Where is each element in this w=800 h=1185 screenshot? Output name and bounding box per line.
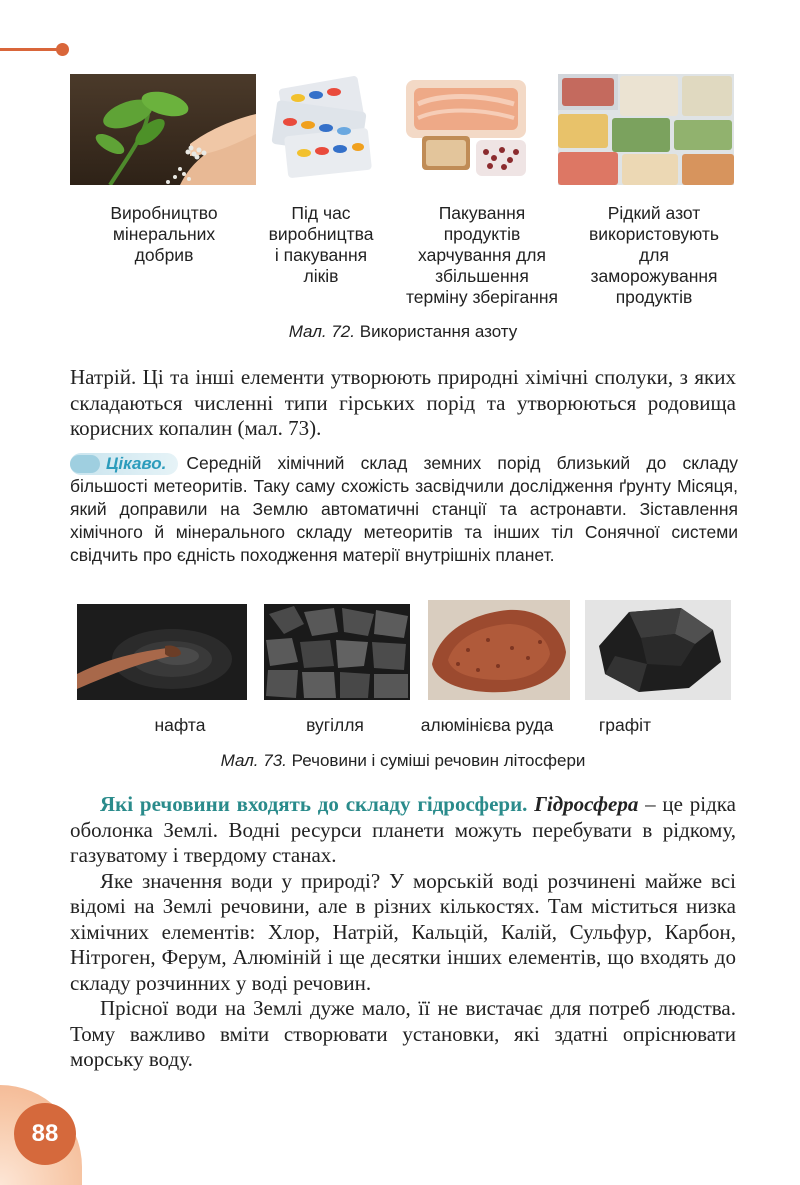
fig72-caption-1: Виробництво мінеральних добрив bbox=[110, 203, 218, 265]
interesting-note bbox=[70, 452, 738, 567]
paragraph-natrium: Натрій. Ці та інші елементи утворюють природні хімічні сполуки, з яких складаються численні типи гірських порід та утворюються родовища корисних копалин (мал. 73). bbox=[70, 365, 736, 440]
page-number: 88 bbox=[14, 1103, 76, 1165]
top-decor-line bbox=[0, 48, 62, 51]
interesting-text: Середній хімічний склад земних порід близький до складу більшості метеоритів. Таку саму схожість засвідчили дослідження ґрунту Місяця, який доправили на Землю автоматичні станції та астронавти. Зіставлення хімічного й мінерального складу метеоритів та інших тіл Сонячної системи свідчить про єдність походження матерії внутрішніх планет. bbox=[70, 453, 738, 565]
coal-photo bbox=[264, 604, 410, 700]
fig73-caption-3: алюмінієва руда bbox=[420, 715, 554, 735]
fig72-caption-2: Під час виробництва і пакування ліків bbox=[268, 203, 374, 286]
interesting-badge: Цікаво. bbox=[70, 453, 178, 475]
packaged-food-photo bbox=[400, 74, 532, 185]
section-heading: Які речовини входять до складу гідросфери. bbox=[100, 792, 528, 816]
hydrosphere-paragraph-1: Які речовини входять до складу гідросфери. Гідросфера – це рідка оболонка Землі. Водні ресурси планети можуть перебувати в рідкому, газуватому і твердому станах. bbox=[70, 792, 737, 867]
oil-hand-photo bbox=[77, 604, 247, 700]
aluminum-ore-photo bbox=[428, 600, 570, 700]
fig72-caption-4: Рідкий азот використовують для заморожування продуктів bbox=[588, 203, 719, 307]
top-decor-dot bbox=[56, 43, 69, 56]
hydrosphere-paragraph-2: Яке значення води у природі? У морській воді розчинені майже всі відомі на Землі речовини, але в різних кількостях. Там міститься низка хімічних елементів: Хлор, Натрій, Кальцій, Калій, Сульфур, Карбон, Нітроген, Ферум, Алюміній і ще десятки інших елементів, що входять до складу розчинних у воді речовин. bbox=[70, 868, 736, 995]
fig73-caption-4: графіт bbox=[598, 715, 652, 735]
fig73-caption-1: нафта bbox=[154, 715, 206, 735]
hydrosphere-section bbox=[70, 792, 736, 1073]
term-hydrosphere: Гідросфера bbox=[534, 792, 639, 816]
graphite-photo bbox=[585, 600, 731, 700]
hydrosphere-paragraph-3: Прісної води на Землі дуже мало, її не вистачає для потреб людства. Тому важливо вміти створювати установки, які здатні опріснювати морську воду. bbox=[70, 996, 736, 1071]
fig73-title: Мал. 73. Речовини і суміші речовин літосфери bbox=[220, 751, 586, 770]
frozen-food-photo bbox=[558, 74, 734, 185]
fertilizer-hand-photo bbox=[70, 74, 256, 185]
pill-blister-photo bbox=[268, 74, 376, 185]
fig72-title: Мал. 72. Використання азоту bbox=[288, 322, 518, 341]
fig72-caption-3: Пакування продуктів харчування для збільшення терміну зберігання bbox=[405, 203, 559, 307]
fig73-caption-2: вугілля bbox=[306, 715, 364, 735]
